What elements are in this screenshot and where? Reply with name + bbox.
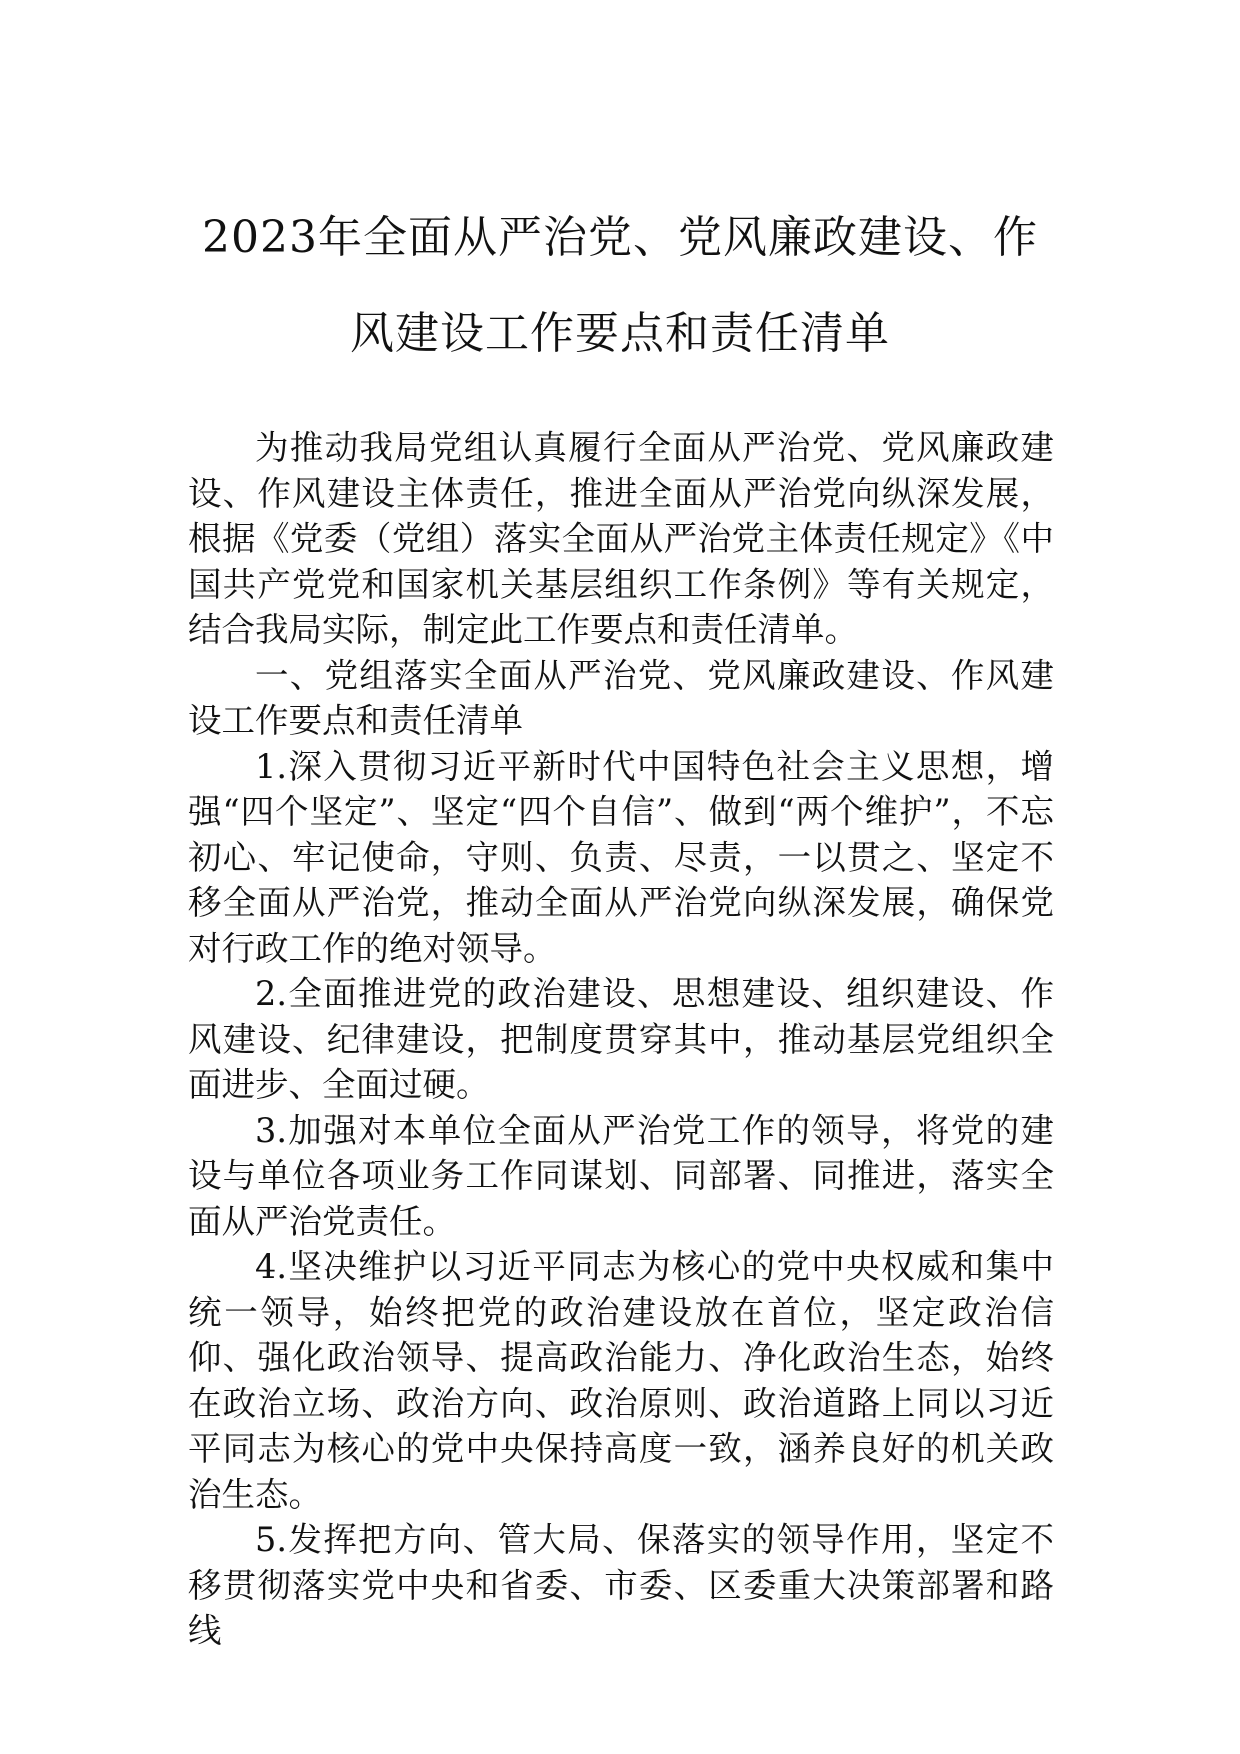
list-item-4: 4.坚决维护以习近平同志为核心的党中央权威和集中统一领导，始终把党的政治建设放在首位，坚定政治信仰、强化政治领导、提高政治能力、净化政治生态，始终在政治立场、政治方向、政治原则、政治道路上同以习近平同志为核心的党中央保持高度一致，涵养良好的机关政治生态。 bbox=[188, 1247, 1054, 1514]
document-body bbox=[188, 425, 1054, 1654]
section-heading-1: 一、党组落实全面从严治党、党风廉政建设、作风建设工作要点和责任清单 bbox=[188, 655, 1054, 740]
paragraph-intro: 为推动我局党组认真履行全面从严治党、党风廉政建设、作风建设主体责任，推进全面从严治党向纵深发展，根据《党委（党组）落实全面从严治党主体责任规定》《中国共产党党和国家机关基层组织工作条例》等有关规定，结合我局实际，制定此工作要点和责任清单。 bbox=[188, 428, 1054, 649]
list-item-5: 5.发挥把方向、管大局、保落实的领导作用，坚定不移贯彻落实党中央和省委、市委、区委重大决策部署和路线 bbox=[188, 1520, 1054, 1650]
document-title bbox=[150, 190, 1090, 382]
list-item-2: 2.全面推进党的政治建设、思想建设、组织建设、作风建设、纪律建设，把制度贯穿其中，推动基层党组织全面进步、全面过硬。 bbox=[188, 974, 1054, 1104]
title-line-1: 2023年全面从严治党、党风廉政建设、作 bbox=[202, 212, 1038, 263]
list-item-3: 3.加强对本单位全面从严治党工作的领导，将党的建设与单位各项业务工作同谋划、同部署、同推进，落实全面从严治党责任。 bbox=[188, 1110, 1054, 1241]
list-item-1: 1.深入贯彻习近平新时代中国特色社会主义思想，增强“四个坚定”、坚定“四个自信”、做到“两个维护”，不忘初心、牢记使命，守则、负责、尽责，一以贯之、坚定不移全面从严治党，推动全面从严治党向纵深发展，确保党对行政工作的绝对领导。 bbox=[188, 746, 1054, 968]
title-line-2: 风建设工作要点和责任清单 bbox=[350, 308, 890, 359]
